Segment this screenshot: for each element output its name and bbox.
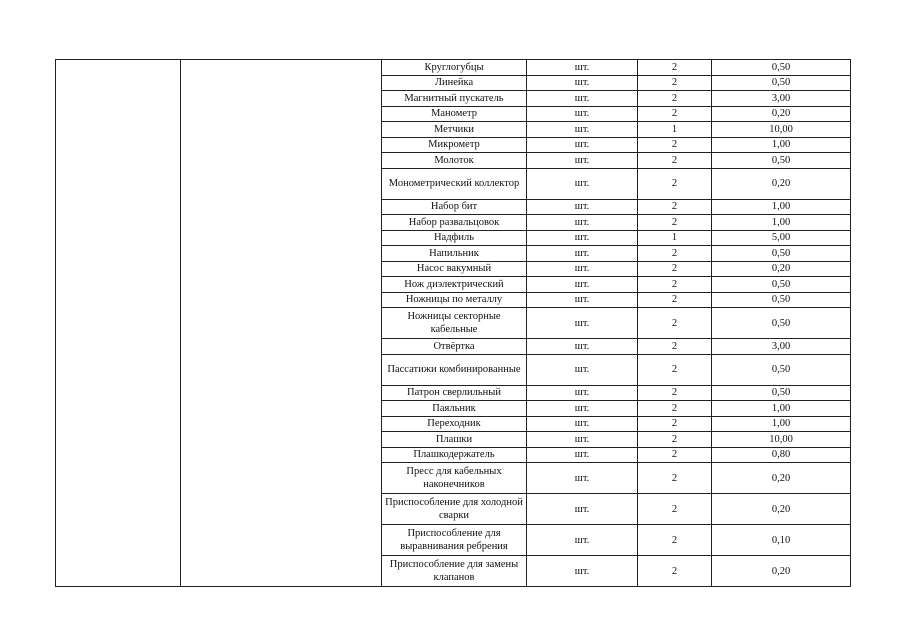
value-cell: 0,80 (712, 447, 851, 463)
quantity-cell: 2 (638, 246, 712, 262)
unit-cell: шт. (527, 137, 638, 153)
tool-name-cell: Приспособление для выравнивания ребрения (382, 525, 527, 556)
tool-name-cell: Магнитный пускатель (382, 91, 527, 107)
tool-name-cell: Переходник (382, 416, 527, 432)
unit-cell: шт. (527, 60, 638, 76)
quantity-cell: 2 (638, 75, 712, 91)
value-cell: 0,50 (712, 246, 851, 262)
tool-name-cell: Линейка (382, 75, 527, 91)
quantity-cell: 2 (638, 91, 712, 107)
value-cell: 0,10 (712, 525, 851, 556)
value-cell: 0,50 (712, 153, 851, 169)
tool-name-cell: Метчики (382, 122, 527, 138)
quantity-cell: 2 (638, 137, 712, 153)
tool-name-cell: Манометр (382, 106, 527, 122)
unit-cell: шт. (527, 215, 638, 231)
tool-name-cell: Молоток (382, 153, 527, 169)
quantity-cell: 2 (638, 106, 712, 122)
unit-cell: шт. (527, 106, 638, 122)
value-cell: 3,00 (712, 91, 851, 107)
value-cell: 0,20 (712, 168, 851, 199)
blank-cell-middle (181, 60, 382, 587)
value-cell: 10,00 (712, 432, 851, 448)
unit-cell: шт. (527, 401, 638, 417)
quantity-cell: 2 (638, 354, 712, 385)
value-cell: 0,50 (712, 292, 851, 308)
tool-name-cell: Патрон сверлильный (382, 385, 527, 401)
quantity-cell: 2 (638, 401, 712, 417)
quantity-cell: 2 (638, 215, 712, 231)
value-cell: 3,00 (712, 339, 851, 355)
unit-cell: шт. (527, 199, 638, 215)
tool-name-cell: Монометрический коллектор (382, 168, 527, 199)
tool-name-cell: Пресс для кабельных наконечников (382, 463, 527, 494)
tool-name-cell: Микрометр (382, 137, 527, 153)
value-cell: 0,20 (712, 106, 851, 122)
value-cell: 1,00 (712, 215, 851, 231)
quantity-cell: 2 (638, 60, 712, 76)
quantity-cell: 1 (638, 122, 712, 138)
tool-name-cell: Плашки (382, 432, 527, 448)
unit-cell: шт. (527, 261, 638, 277)
tool-name-cell: Приспособление для холодной сварки (382, 494, 527, 525)
value-cell: 0,50 (712, 60, 851, 76)
value-cell: 1,00 (712, 401, 851, 417)
unit-cell: шт. (527, 308, 638, 339)
quantity-cell: 2 (638, 385, 712, 401)
quantity-cell: 1 (638, 230, 712, 246)
tool-name-cell: Нож диэлектрический (382, 277, 527, 293)
value-cell: 0,20 (712, 463, 851, 494)
tool-name-cell: Насос вакумный (382, 261, 527, 277)
tool-name-cell: Набор бит (382, 199, 527, 215)
value-cell: 0,20 (712, 261, 851, 277)
unit-cell: шт. (527, 385, 638, 401)
value-cell: 0,20 (712, 494, 851, 525)
quantity-cell: 2 (638, 168, 712, 199)
tool-name-cell: Набор развальцовок (382, 215, 527, 231)
quantity-cell: 2 (638, 463, 712, 494)
table-row (56, 60, 851, 76)
value-cell: 1,00 (712, 137, 851, 153)
value-cell: 0,50 (712, 354, 851, 385)
value-cell: 0,50 (712, 308, 851, 339)
unit-cell: шт. (527, 292, 638, 308)
unit-cell: шт. (527, 277, 638, 293)
value-cell: 0,20 (712, 556, 851, 587)
quantity-cell: 2 (638, 261, 712, 277)
tool-name-cell: Напильник (382, 246, 527, 262)
tool-name-cell: Пассатижи комбинированные (382, 354, 527, 385)
tool-name-cell: Приспособление для замены клапанов (382, 556, 527, 587)
equipment-table-body (56, 60, 851, 587)
tool-name-cell: Надфиль (382, 230, 527, 246)
quantity-cell: 2 (638, 339, 712, 355)
unit-cell: шт. (527, 525, 638, 556)
value-cell: 5,00 (712, 230, 851, 246)
quantity-cell: 2 (638, 416, 712, 432)
unit-cell: шт. (527, 354, 638, 385)
value-cell: 0,50 (712, 385, 851, 401)
unit-cell: шт. (527, 463, 638, 494)
unit-cell: шт. (527, 91, 638, 107)
quantity-cell: 2 (638, 525, 712, 556)
unit-cell: шт. (527, 246, 638, 262)
tool-name-cell: Ножницы секторные кабельные (382, 308, 527, 339)
tool-name-cell: Круглогубцы (382, 60, 527, 76)
unit-cell: шт. (527, 168, 638, 199)
equipment-table (55, 59, 851, 587)
quantity-cell: 2 (638, 556, 712, 587)
quantity-cell: 2 (638, 199, 712, 215)
tool-name-cell: Плашкодержатель (382, 447, 527, 463)
quantity-cell: 2 (638, 292, 712, 308)
unit-cell: шт. (527, 416, 638, 432)
value-cell: 1,00 (712, 416, 851, 432)
value-cell: 1,00 (712, 199, 851, 215)
blank-cell-left (56, 60, 181, 587)
unit-cell: шт. (527, 122, 638, 138)
quantity-cell: 2 (638, 153, 712, 169)
quantity-cell: 2 (638, 432, 712, 448)
tool-name-cell: Паяльник (382, 401, 527, 417)
unit-cell: шт. (527, 494, 638, 525)
unit-cell: шт. (527, 447, 638, 463)
quantity-cell: 2 (638, 494, 712, 525)
quantity-cell: 2 (638, 277, 712, 293)
tool-name-cell: Отвёртка (382, 339, 527, 355)
unit-cell: шт. (527, 75, 638, 91)
tool-name-cell: Ножницы по металлу (382, 292, 527, 308)
unit-cell: шт. (527, 153, 638, 169)
value-cell: 0,50 (712, 277, 851, 293)
quantity-cell: 2 (638, 447, 712, 463)
unit-cell: шт. (527, 432, 638, 448)
quantity-cell: 2 (638, 308, 712, 339)
unit-cell: шт. (527, 230, 638, 246)
unit-cell: шт. (527, 339, 638, 355)
value-cell: 0,50 (712, 75, 851, 91)
unit-cell: шт. (527, 556, 638, 587)
value-cell: 10,00 (712, 122, 851, 138)
